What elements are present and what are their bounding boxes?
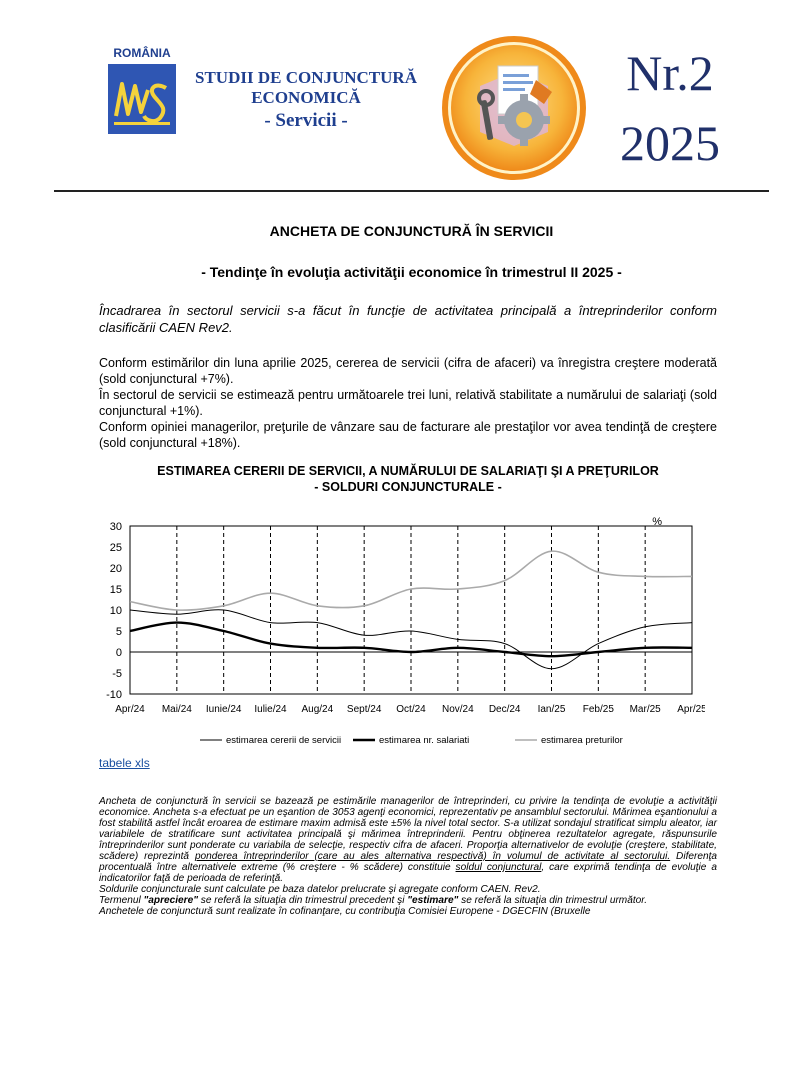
notes-bold-term: "estimare" bbox=[407, 895, 459, 906]
x-tick-label: Iulie/24 bbox=[254, 704, 287, 715]
xls-tables-link[interactable]: tabele xls bbox=[99, 756, 150, 770]
x-tick-label: Dec/24 bbox=[488, 704, 521, 715]
publication-title bbox=[176, 68, 436, 134]
chart-canvas bbox=[95, 510, 705, 750]
legend-label: estimarea nr. salariati bbox=[379, 735, 470, 746]
summary-text bbox=[99, 355, 717, 451]
y-tick-label: 20 bbox=[109, 563, 122, 575]
gears-icon bbox=[440, 34, 588, 182]
notes-text: Termenul bbox=[99, 895, 144, 906]
notes-paragraph: Anchetele de conjunctură sunt realizate în cofinanţare, cu contribuţia Comisiei Europene - DGECFIN (Bruxelle bbox=[99, 906, 591, 917]
legend-label: estimarea cererii de servicii bbox=[226, 735, 342, 746]
chart-subtitle: - SOLDURI CONJUNCTURALE - bbox=[314, 480, 502, 494]
header-divider bbox=[54, 190, 769, 192]
notes-paragraph bbox=[99, 796, 717, 884]
ins-logo-graphic bbox=[108, 64, 176, 134]
notes-text: Diferenţa procentuală între alternativele extreme (% creştere - % scădere) constituie bbox=[99, 851, 718, 873]
services-emblem bbox=[440, 34, 588, 187]
chart-title-block bbox=[99, 463, 717, 495]
x-tick-label: Feb/25 bbox=[582, 704, 614, 715]
y-tick-label: 10 bbox=[109, 605, 122, 617]
notes-underlined-text: ponderea întreprinderilor (care au ales alternativa respectivă) în volumul de activitate al sectorului. bbox=[194, 851, 671, 862]
y-tick-label: 30 bbox=[109, 521, 122, 533]
publication-title-line2: ECONOMICĂ bbox=[251, 88, 361, 107]
issue-year: 2025 bbox=[620, 115, 720, 171]
y-tick-label: 25 bbox=[109, 542, 122, 554]
legend-label: estimarea preturilor bbox=[541, 735, 623, 746]
notes-paragraph: Soldurile conjuncturale sunt calculate pe baza datelor prelucrate şi agregate conform CAEN. Rev2. bbox=[99, 884, 541, 895]
notes-bold-term: "apreciere" bbox=[143, 895, 198, 906]
country-label: ROMÂNIA bbox=[113, 46, 171, 60]
line-chart bbox=[95, 510, 705, 755]
notes-underlined-term: soldul conjunctural bbox=[455, 862, 542, 873]
x-tick-label: Apr/24 bbox=[115, 704, 145, 715]
y-tick-label: 5 bbox=[115, 626, 122, 638]
x-tick-label: Iunie/24 bbox=[205, 704, 242, 715]
unit-label: % bbox=[652, 516, 663, 528]
y-tick-label: 15 bbox=[109, 584, 122, 596]
x-tick-label: Nov/24 bbox=[441, 704, 474, 715]
notes-paragraph bbox=[99, 895, 717, 906]
x-tick-label: Aug/24 bbox=[301, 704, 334, 715]
summary-paragraph: Conform estimărilor din luna aprilie 2025, cererea de servicii (cifra de afaceri) va înregistra creştere moderată (sold conjunctural +7%). bbox=[99, 356, 717, 386]
notes-text: se referă la situaţia din trimestrul precedent şi bbox=[197, 895, 408, 906]
page-title: ANCHETA DE CONJUNCTURĂ ÎN SERVICII bbox=[269, 223, 554, 239]
chart-title: ESTIMAREA CERERII DE SERVICII, A NUMĂRULUI DE SALARIAŢI ŞI A PREŢURILOR bbox=[157, 464, 659, 478]
notes-text: Ancheta de conjunctură în servicii se bazează pe estimările managerilor de întreprinderi, cu privire la tendinţa de evoluţie a activităţii economice. Ancheta s-a efectuat pe un eşantion de 3053 agenţi economici, reprezentativ pe ansamblul sectorului. Mărimea eşantionului a fost stabilită astfel încât eroarea de estimare maxim admisă este ±5% la nivel total sector. S-a utilizat sondajul stratificat simplu aleator, iar variabilele de stratificare sunt activitatea principală şi mărimea întreprinderii. Pentru obţinerea rezultatelor agregate, răspunsurile întreprinderilor sunt ponderate cu variabila de selecţie, respectiv cifra de afaceri. Proporţia alternativelor de evoluţie (creştere, stabilitate, scădere) reprezintă bbox=[99, 796, 717, 862]
page-subtitle: - Tendinţe în evoluţia activităţii economice în trimestrul II 2025 - bbox=[201, 264, 622, 280]
notes-text: se referă la situaţia din trimestrul următor. bbox=[458, 895, 648, 906]
y-tick-label: -5 bbox=[112, 668, 122, 680]
intro-paragraph: Încadrarea în sectorul servicii s-a făcut în funcţie de activitatea principală a întreprinderilor conform clasificării CAEN Rev2. bbox=[99, 303, 717, 335]
x-tick-label: Apr/25 bbox=[677, 704, 705, 715]
summary-paragraph: Conform opiniei managerilor, preţurile de vânzare sau de facturare ale prestaţilor vor avea tendinţă de creştere (sold conjunctural +18%). bbox=[99, 420, 717, 450]
summary-paragraph: În sectorul de servicii se estimează pentru următoarele trei luni, relativă stabilitate a numărului de salariaţi (sold conjunctural +1%). bbox=[99, 388, 717, 418]
issue-number: Nr.2 bbox=[626, 45, 714, 101]
x-tick-label: Mai/24 bbox=[161, 704, 192, 715]
publication-title-line3: - Servicii - bbox=[264, 110, 348, 131]
ins-logo bbox=[108, 64, 176, 134]
y-tick-label: 0 bbox=[115, 647, 122, 659]
notes-text: , care exprimă tendinţa de evoluţie a indicatorilor faţă de perioada de referinţă. bbox=[99, 862, 717, 884]
x-tick-label: Ian/25 bbox=[537, 704, 566, 715]
x-tick-label: Mar/25 bbox=[629, 704, 661, 715]
x-tick-label: Sept/24 bbox=[346, 704, 382, 715]
methodology-notes bbox=[99, 796, 717, 917]
x-tick-label: Oct/24 bbox=[396, 704, 426, 715]
publication-title-line1: STUDII DE CONJUNCTURĂ bbox=[195, 68, 417, 87]
y-tick-label: -10 bbox=[106, 689, 122, 701]
issue-badge bbox=[600, 38, 740, 178]
